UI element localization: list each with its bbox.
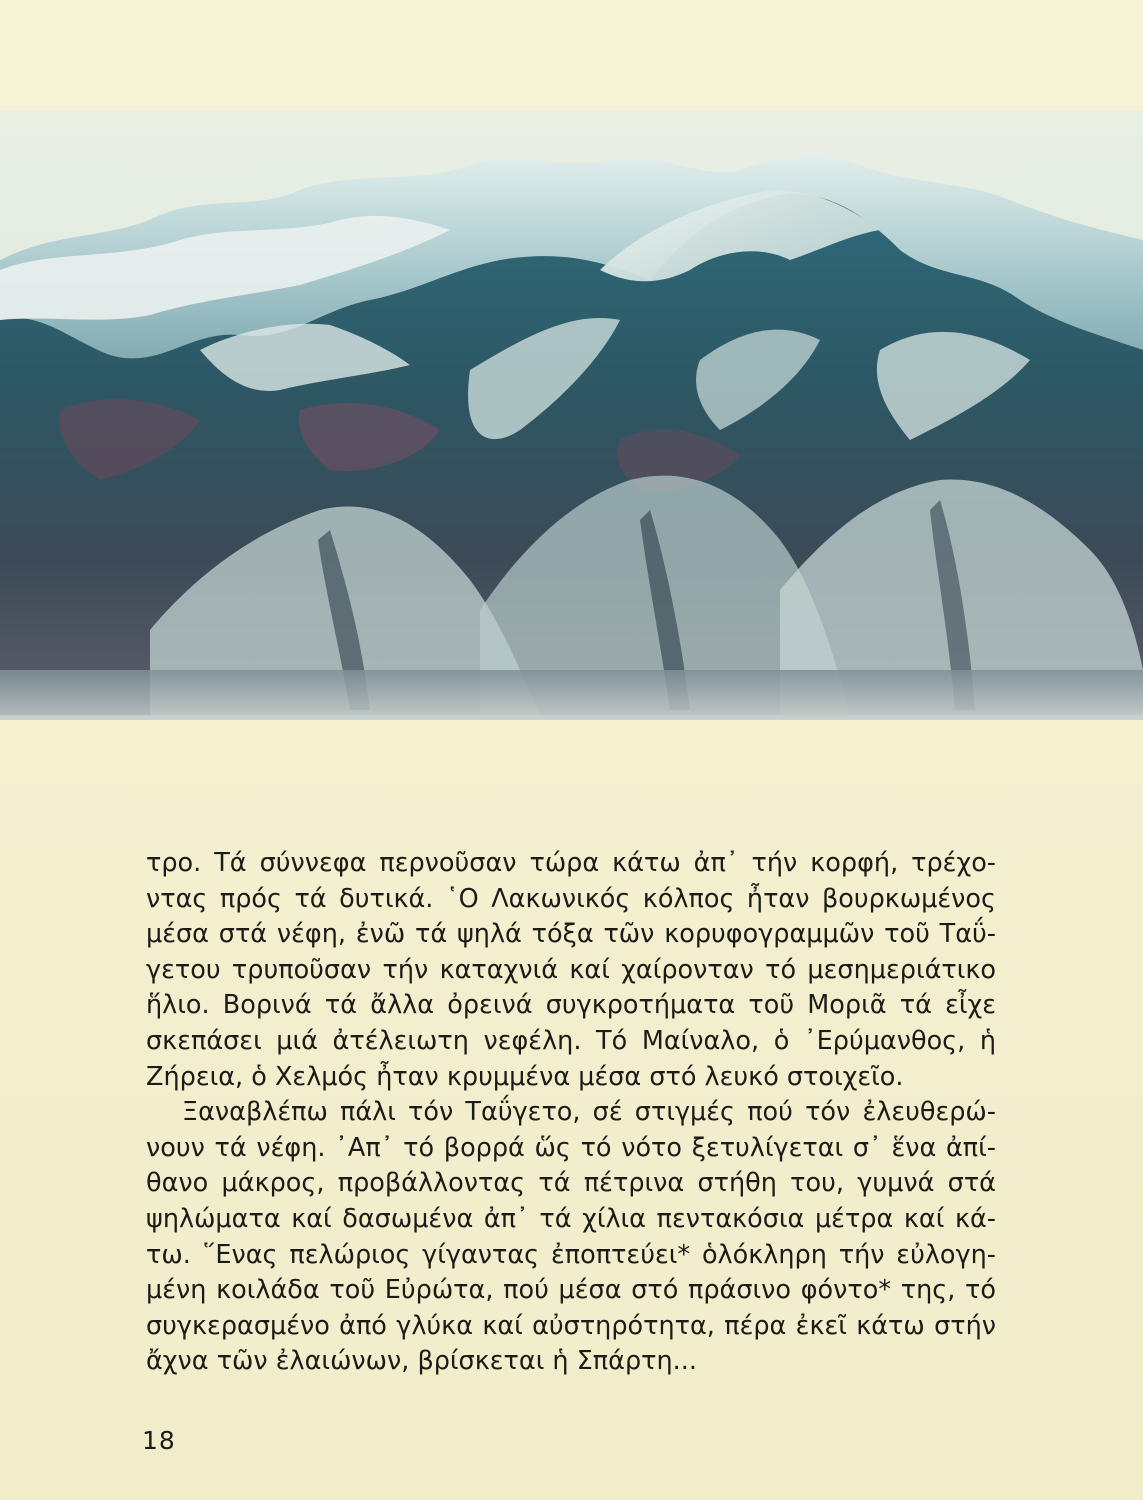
mountain-illustration (0, 110, 1143, 720)
body-text (146, 846, 996, 1380)
text-line: μένη κοιλάδα τοῦ Εὐρώτα, πού μέσα στό πράσινο φόντο* της, τό (146, 1275, 996, 1306)
text-line: σκεπάσει μιά ἀτέλειωτη νεφέλη. Τό Μαίναλο, ὁ ᾽Ερύμανθος, ἡ (146, 1025, 996, 1056)
page-number: 18 (142, 1426, 176, 1455)
text-line: νουν τά νέφη. ᾽Απ᾽ τό βορρά ὥς τό νότο ξετυλίγεται σ᾽ ἕνα ἀπί- (146, 1132, 996, 1163)
text-line: μέσα στά νέφη, ἐνῶ τά ψηλά τόξα τῶν κορυφογραμμῶν τοῦ Ταΰ- (146, 919, 996, 950)
mountain-painting (0, 110, 1143, 720)
text-line: γετου τρυποῦσαν τήν καταχνιά καί χαίρονταν τό μεσημεριάτικο (146, 954, 996, 985)
text-line: ἥλιο. Βορινά τά ἄλλα ὀρεινά συγκροτήματα τοῦ Μοριᾶ τά εἶχε (146, 990, 996, 1021)
text-line: θανο μάκρος, προβάλλοντας τά πέτρινα στήθη του, γυμνά στά (146, 1168, 996, 1199)
paragraph-1 (146, 846, 996, 1095)
text-line: τω. ῞Ενας πελώριος γίγαντας ἐποπτεύει* ὁλόκληρη τήν εὐλογη- (146, 1239, 996, 1270)
text-line: συγκερασμένο ἀπό γλύκα καί αὐστηρότητα, πέρα ἐκεῖ κάτω στήν (146, 1310, 996, 1341)
text-line: τρο. Τά σύννεφα περνοῦσαν τώρα κάτω ἀπ᾽ τήν κορφή, τρέχο- (146, 848, 996, 878)
text-line: Ξαναβλέπω πάλι τόν Ταΰγετο, σέ στιγμές πού τόν ἐλευθερώ- (182, 1097, 996, 1128)
paragraph-2 (146, 1095, 996, 1380)
text-line: Ζήρεια, ὁ Χελμός ἦταν κρυμμένα μέσα στό λευκό στοιχεῖο. (146, 1061, 904, 1092)
text-line: ψηλώματα καί δασωμένα ἀπ᾽ τά χίλια πεντακόσια μέτρα καί κά- (146, 1203, 996, 1234)
text-line: ντας πρός τά δυτικά. ῾Ο Λακωνικός κόλπος ἦταν βουρκωμένος (146, 883, 996, 914)
text-line: ἄχνα τῶν ἐλαιώνων, βρίσκεται ἡ Σπάρτη... (146, 1346, 697, 1377)
